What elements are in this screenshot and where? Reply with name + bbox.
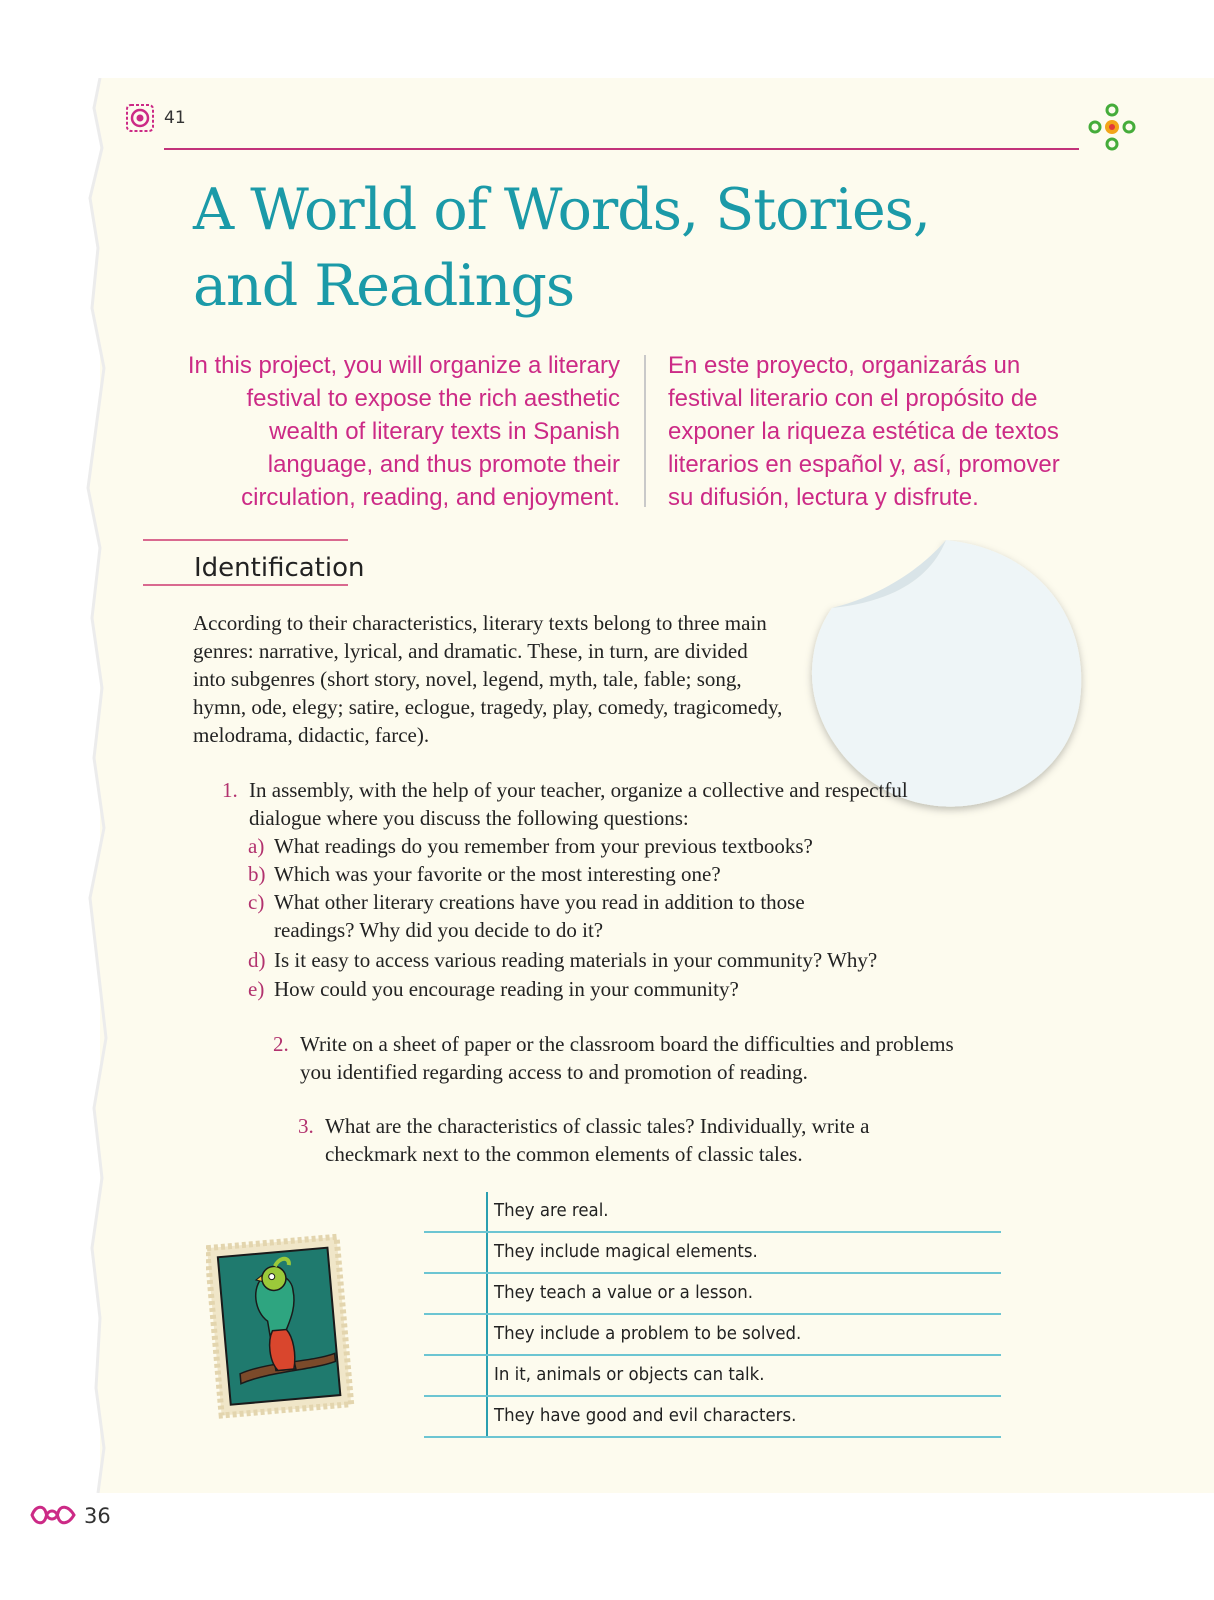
subquestion-e: [248, 975, 948, 1003]
subquestion-letter: a): [248, 834, 265, 858]
section-title: Identification: [194, 553, 365, 583]
spiral-pattern-icon: [126, 104, 154, 132]
question-text: Write on a sheet of paper or the classroom board the difficulties and problems you identified regarding access to and promotion of reading.: [300, 1032, 954, 1084]
checkmark-cell[interactable]: [424, 1233, 486, 1272]
subquestion-letter: e): [248, 977, 265, 1001]
torn-paper-edge: [78, 78, 126, 1493]
question-text: In assembly, with the help of your teacher, organize a collective and respectful dialogue where you discuss the following questions:: [249, 778, 908, 830]
question-text: What are the characteristics of classic tales? Individually, write a checkmark next to the common elements of classic tales.: [325, 1114, 870, 1166]
checklist-label: They include magical elements.: [494, 1241, 758, 1262]
subquestion-b: [248, 860, 948, 888]
checklist-table: [424, 1192, 1001, 1438]
section-rule-bottom: [143, 584, 348, 586]
checklist-row: [424, 1397, 1001, 1438]
intro-english: In this project, you will organize a literary festival to expose the rich aesthetic wealth of literary texts in Spanish language, and thus promote their circulation, reading, and enjoyment.: [187, 352, 620, 511]
quetzal-stamp-illustration: [206, 1230, 356, 1420]
question-number: 1.: [222, 778, 238, 802]
intro-divider: [644, 355, 646, 507]
question-number: 2.: [273, 1032, 289, 1056]
intro-spanish: En este proyecto, organizarás un festival literario con el propósito de exponer la riqueza estética de textos literarios en español y, así, promover su difusión, lectura y disfrute.: [668, 352, 1060, 511]
title-line-1: A World of Words, Stories,: [193, 177, 931, 243]
checklist-row: [424, 1315, 1001, 1356]
checkmark-cell[interactable]: [424, 1274, 486, 1313]
subquestion-text: Is it easy to access various reading materials in your community? Why?: [274, 948, 878, 972]
title-line-2: and Readings: [193, 253, 575, 319]
subquestion-text: What other literary creations have you read in addition to those readings? Why did you decide to do it?: [274, 890, 805, 942]
subquestion-c: [248, 888, 888, 944]
subquestion-letter: b): [248, 862, 266, 886]
checklist-row: [424, 1356, 1001, 1397]
question-3: [298, 1112, 918, 1168]
checkmark-cell[interactable]: [424, 1192, 486, 1231]
subquestion-text: What readings do you remember from your previous textbooks?: [274, 834, 813, 858]
checklist-row: [424, 1274, 1001, 1315]
checklist-label: They are real.: [494, 1200, 609, 1221]
question-2: [273, 1030, 973, 1086]
subquestion-text: Which was your favorite or the most interesting one?: [274, 862, 721, 886]
subquestion-letter: d): [248, 948, 266, 972]
header-rule: [164, 148, 1079, 150]
checkmark-cell[interactable]: [424, 1397, 486, 1436]
section-body: According to their characteristics, literary texts belong to three main genres: narrative, lyrical, and dramatic. These, in turn, are divided into subgenres (short story, novel, legend, myth, tale, fable; song, hymn, ode, elegy; satire, eclogue, tragedy, play, comedy, tragicomedy, melodrama, didactic, farce).: [193, 611, 783, 747]
question-number: 3.: [298, 1114, 314, 1138]
section-rule-top: [143, 539, 348, 541]
checklist-row: [424, 1233, 1001, 1274]
checklist-label: They teach a value or a lesson.: [494, 1282, 754, 1303]
checklist-label: They include a problem to be solved.: [494, 1323, 802, 1344]
checklist-label: In it, animals or objects can talk.: [494, 1364, 765, 1385]
checklist-label: They have good and evil characters.: [494, 1405, 797, 1426]
subquestion-letter: c): [248, 890, 265, 914]
subquestion-text: How could you encourage reading in your community?: [274, 977, 739, 1001]
checkmark-cell[interactable]: [424, 1356, 486, 1395]
subquestion-a: [248, 832, 948, 860]
flower-icon: [1085, 100, 1139, 154]
checklist-row: [424, 1192, 1001, 1233]
question-1: [222, 776, 922, 832]
subquestion-d: [248, 946, 948, 974]
page-number: 36: [84, 1504, 111, 1528]
ornament-icon: [30, 1503, 76, 1527]
checkmark-cell[interactable]: [424, 1315, 486, 1354]
page-title: [193, 172, 1013, 324]
project-number: 41: [164, 108, 186, 128]
